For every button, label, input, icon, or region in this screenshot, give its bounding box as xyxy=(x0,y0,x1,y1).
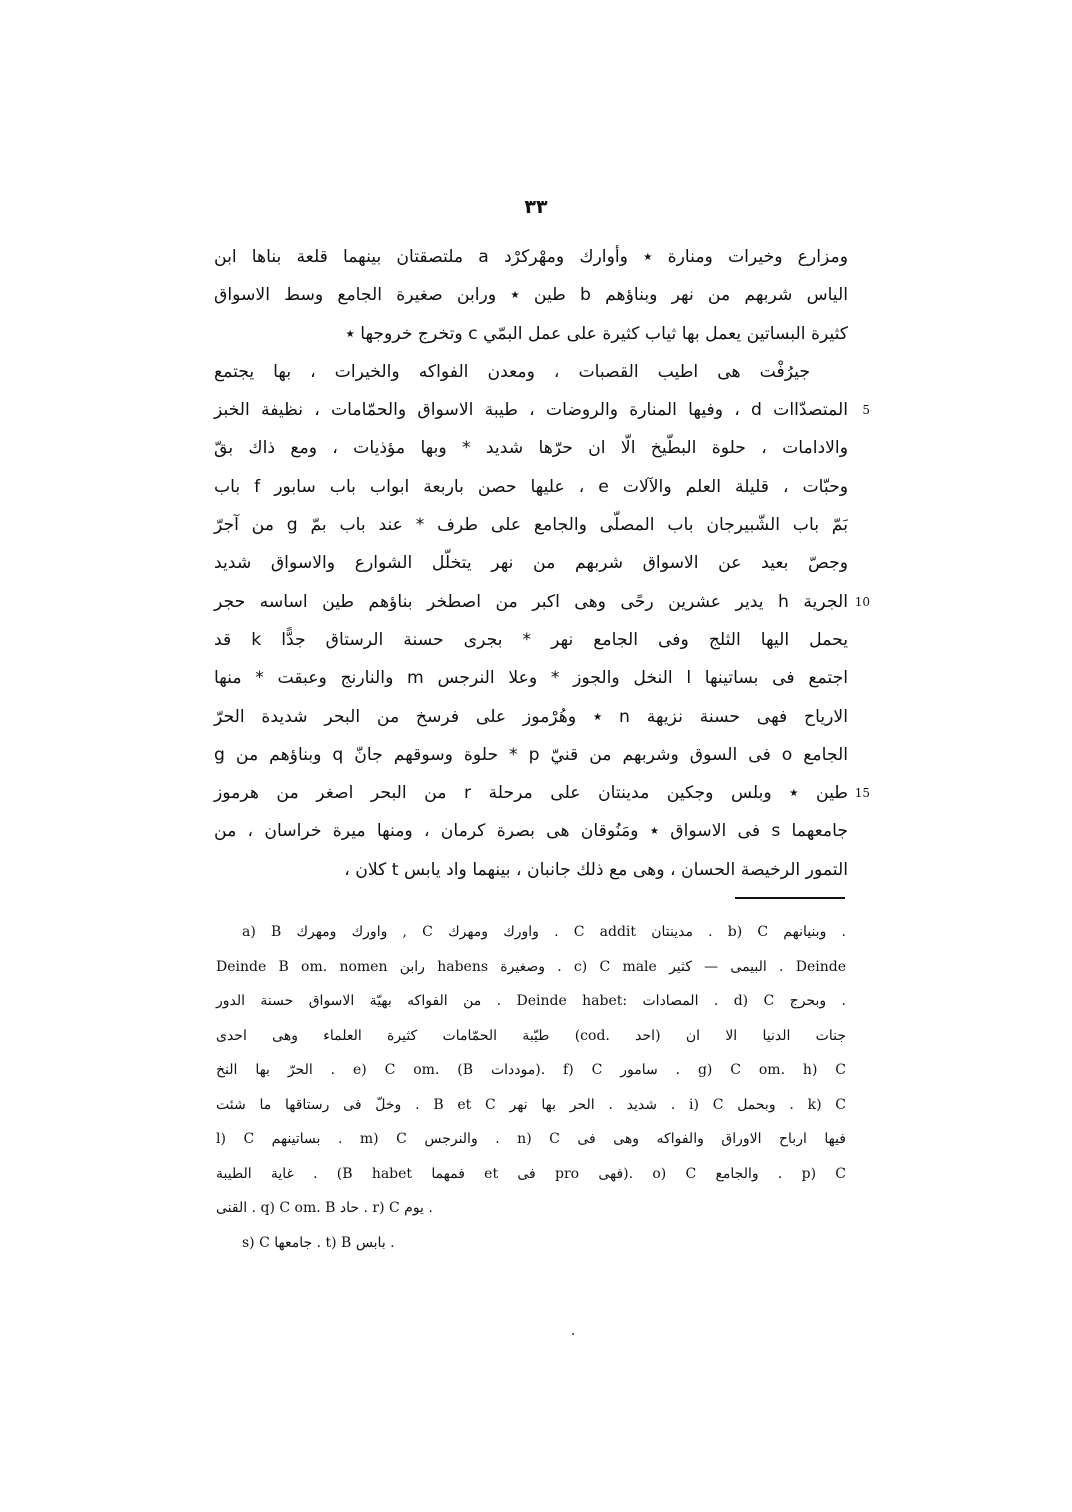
text-line xyxy=(214,736,848,774)
footnote-line: وخلّ فى رستاقها ما شئت . B et C شديد . الحر بها نهر . i) C وبحمل . k) C xyxy=(216,1096,847,1113)
footnote-line: من الفواكه بهيّة الاسواق حسنة الدور . Deinde habet: المصادات . d) C وبحرج . xyxy=(216,993,846,1009)
footnote-line: Deinde B om. nomen رابن habens وصغيرة . c) C male البيمى — كثير . Deinde xyxy=(216,958,847,975)
text-line xyxy=(214,238,848,276)
text-line xyxy=(214,468,848,506)
text-line-content: بَمّ باب الشّبيرجان باب المصلّى والجامع على طرف * عند باب بمّ g من آجرّ xyxy=(214,515,848,536)
text-line xyxy=(214,315,848,353)
text-line-content: الارياح فهى حسنة نزيهة n ٭ وهُرْموز على فرسخ من البحر شديدة الحرّ xyxy=(214,706,848,727)
page-number: ٣٣ xyxy=(524,196,548,218)
text-line-content: يحمل اليها الثلج وفى الجامع نهر * بجرى حسنة الرستاق جدًّا k قد xyxy=(214,629,849,650)
text-line-content: ومزارع وخيرات ومنارة ٭ وأوارك ومهْركرْد a ملتصقتان بينهما قلعة بناها ابن xyxy=(214,247,848,267)
text-line xyxy=(214,774,870,812)
text-line xyxy=(214,812,848,850)
footnote-line: s) C جامعها . t) B بابس . xyxy=(242,1234,395,1251)
text-line-content: والادامات ، حلوة البطّيخ الّا ان حرّها شديد * وبها مؤذيات ، ومع ذاك بقّ xyxy=(214,438,848,459)
text-line-content: طين ٭ وبلس وجكين مدينتان على مرحلة r من البحر اصغر من هرموز xyxy=(214,783,848,804)
line-number: 10 xyxy=(854,594,870,609)
text-line-content: جامعهما s فى الاسواق ٭ ومَنُوقان هى بصرة كرمان ، ومنها ميرة خراسان ، من xyxy=(214,821,849,842)
footnote-line: طيّبة الحمّامات كثيرة العلماء وهى احدى (cod. احد) جنات الدنيا الا ان xyxy=(216,1027,846,1044)
text-line-content: الجامع o فى السوق وشربهم من قنيّ p * حلوة وسوقهم جانّ q وبناؤهم من g xyxy=(214,744,848,765)
stray-mark xyxy=(572,1333,574,1335)
text-line xyxy=(214,544,848,582)
main-text-body xyxy=(214,238,870,889)
text-line xyxy=(214,698,848,736)
line-number: 5 xyxy=(862,403,870,418)
text-line xyxy=(214,353,848,391)
footnote-divider xyxy=(735,897,845,899)
footnote-line: غاية الطيبة . (B habet فمهما et فى pro فهى). o) C والجامع . p) C xyxy=(216,1165,846,1182)
text-line xyxy=(214,506,848,544)
footnote-line: الحرّ بها النخ . e) C om. (B موددات). f) C سامور . g) C om. h) C xyxy=(216,1062,847,1078)
footnote-line: a) B واورك ومهرك , C واورك ومهرك . C addit مدينتان . b) C وبنيانهم . xyxy=(242,924,846,940)
text-line xyxy=(214,429,848,467)
text-line-content: اجتمع فى بساتينها l النخل والجوز * وعلا النرجس m والنارنج وعبقت * منها xyxy=(214,668,848,689)
text-line-content: المتصدّاات d ، وفيها المنارة والروضات ، طيبة الاسواق والحمّامات ، نظيفة الخبز xyxy=(214,400,848,421)
text-line xyxy=(214,391,870,429)
text-line xyxy=(214,659,848,697)
text-line-content: التمور الرخيصة الحسان ، وهى مع ذلك جانبان ، بينهما واد يابس t كلان ، xyxy=(344,859,848,880)
text-line xyxy=(214,621,848,659)
text-line-content: الياس شربهم من نهر وبناؤهم b طين ٭ ورابن صغيرة الجامع وسط الاسواق xyxy=(214,285,849,306)
footnote-line: l) C بساتينهم . m) C والنرجس . n) C فيها ارباح الاوراق والفواكه وهى فى xyxy=(216,1131,846,1147)
text-line xyxy=(214,851,848,889)
text-line xyxy=(214,583,870,621)
line-number: 15 xyxy=(854,786,870,801)
text-line xyxy=(214,276,848,314)
text-line-content: الجرية h يدير عشرين رحًى وهى اكبر من اصطخر بناؤهم طين اساسه حجر xyxy=(214,591,848,612)
text-line-content: جيرُفْت هى اطيب القصبات ، ومعدن الفواكه والخيرات ، بها يجتمع xyxy=(214,361,810,382)
text-line-content: كثيرة البساتين يعمل بها ثياب كثيرة على عمل البمّي c وتخرج خروجها ٭ xyxy=(345,323,848,344)
text-line-content: وجصّ بعيد عن الاسواق شربهم من نهر يتخلّل الشوارع والاسواق شديد xyxy=(214,553,848,574)
footnotes xyxy=(216,915,846,1260)
text-line-content: وحبّات ، قليلة العلم والآلات e ، عليها حصن باربعة ابواب باب سابور f باب xyxy=(214,476,848,497)
footnote-line: القنى . q) C om. B حاد . r) C يوم . xyxy=(216,1200,433,1216)
